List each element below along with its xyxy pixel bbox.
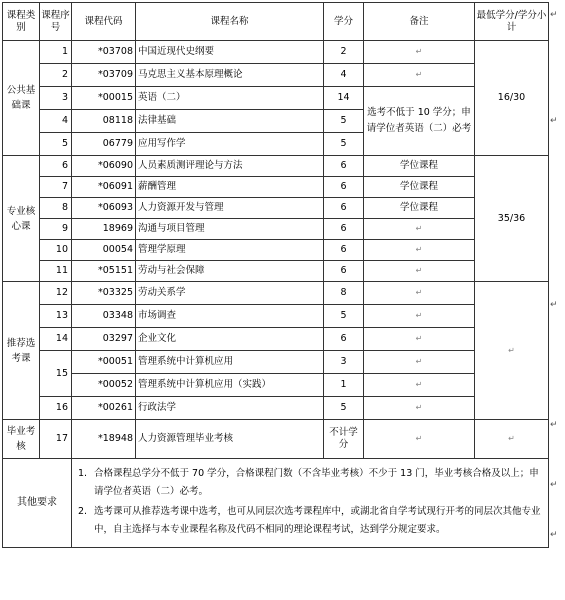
return-mark: ↵ <box>364 41 475 64</box>
table-row <box>3 177 549 198</box>
return-mark: ↵ <box>550 480 558 490</box>
row-name: 法律基础 <box>136 110 324 133</box>
group-public-label: 公共基础课 <box>3 41 40 156</box>
row-code: *00051 <box>72 351 136 374</box>
row-name: 行政法学 <box>136 397 324 420</box>
row-code: *06093 <box>72 198 136 219</box>
row-seq: 15 <box>40 351 72 397</box>
row-name: 马克思主义基本原理概论 <box>136 64 324 87</box>
curriculum-table <box>2 2 549 548</box>
requirement-text: 选考课可从推荐选考课中选考，也可从同层次选考课程库中，或湖北省自学考试现行开考的同层次其他专业中，自主选择与本专业课程名称及代码不相同的理论课程考试，达到学分规定要求。 <box>94 506 541 535</box>
row-code: 08118 <box>72 110 136 133</box>
row-credit: 6 <box>324 219 364 240</box>
row-name: 中国近现代史纲要 <box>136 41 324 64</box>
return-mark: ↵ <box>364 219 475 240</box>
return-mark: ↵ <box>364 64 475 87</box>
return-mark: ↵ <box>475 420 549 459</box>
table-row <box>3 328 549 351</box>
return-mark: ↵ <box>364 305 475 328</box>
row-seq: 17 <box>40 420 72 459</box>
row-credit: 6 <box>324 156 364 177</box>
return-mark: ↵ <box>364 261 475 282</box>
row-seq: 1 <box>40 41 72 64</box>
row-credit: 6 <box>324 240 364 261</box>
return-mark: ↵ <box>364 351 475 374</box>
table-row <box>3 219 549 240</box>
row-seq: 13 <box>40 305 72 328</box>
row-name: 管理系统中计算机应用（实践） <box>136 374 324 397</box>
group-public-note: 选考不低于 10 学分；申请学位者英语（二）必考 <box>364 87 475 156</box>
row-code: *03709 <box>72 64 136 87</box>
row-code: *06090 <box>72 156 136 177</box>
table-row <box>3 374 549 397</box>
group-recommended-label: 推荐选考课 <box>3 282 40 420</box>
row-name: 管理学原理 <box>136 240 324 261</box>
return-mark: ↵ <box>550 300 558 310</box>
table-row <box>3 261 549 282</box>
row-seq: 3 <box>40 87 72 110</box>
row-credit: 6 <box>324 198 364 219</box>
row-code: 06779 <box>72 133 136 156</box>
row-name: 薪酬管理 <box>136 177 324 198</box>
row-name: 市场调查 <box>136 305 324 328</box>
table-row <box>3 351 549 374</box>
header-min-credit: 最低学分/学分小计 <box>475 3 549 41</box>
degree-note: 学位课程 <box>364 198 475 219</box>
requirement-item <box>78 465 544 501</box>
table-row <box>3 156 549 177</box>
row-name: 劳动与社会保障 <box>136 261 324 282</box>
row-name: 英语（二） <box>136 87 324 110</box>
row-seq: 12 <box>40 282 72 305</box>
return-mark: ↵ <box>364 328 475 351</box>
row-code: *03708 <box>72 41 136 64</box>
table-row <box>3 198 549 219</box>
return-mark: ↵ <box>550 116 558 126</box>
table-row <box>3 64 549 87</box>
degree-note: 学位课程 <box>364 177 475 198</box>
row-code: *00052 <box>72 374 136 397</box>
row-seq: 10 <box>40 240 72 261</box>
header-row <box>3 3 549 41</box>
row-name: 劳动关系学 <box>136 282 324 305</box>
row-seq: 11 <box>40 261 72 282</box>
requirement-index: 2. <box>78 506 88 517</box>
row-name: 管理系统中计算机应用 <box>136 351 324 374</box>
return-mark: ↵ <box>550 420 558 430</box>
row-code: *06091 <box>72 177 136 198</box>
row-seq: 4 <box>40 110 72 133</box>
row-credit: 3 <box>324 351 364 374</box>
table-row <box>3 282 549 305</box>
group-graduation-label: 毕业考核 <box>3 420 40 459</box>
table-row <box>3 397 549 420</box>
header-note: 备注 <box>364 3 475 41</box>
return-mark: ↵ <box>364 282 475 305</box>
table-row <box>3 420 549 459</box>
row-credit: 4 <box>324 64 364 87</box>
header-category: 课程类别 <box>3 3 40 41</box>
row-seq: 9 <box>40 219 72 240</box>
table-row <box>3 240 549 261</box>
group-major-label: 专业核心课 <box>3 156 40 282</box>
requirement-index: 1. <box>78 468 88 479</box>
row-credit: 14 <box>324 87 364 110</box>
row-credit: 6 <box>324 261 364 282</box>
return-mark: ↵ <box>364 240 475 261</box>
row-credit: 6 <box>324 328 364 351</box>
row-credit: 5 <box>324 305 364 328</box>
row-code: 03348 <box>72 305 136 328</box>
row-code: 03297 <box>72 328 136 351</box>
row-credit: 不计学分 <box>324 420 364 459</box>
row-credit: 6 <box>324 177 364 198</box>
group-major-min-credit: 35/36 <box>475 156 549 282</box>
header-name: 课程名称 <box>136 3 324 41</box>
row-code: *03325 <box>72 282 136 305</box>
return-mark: ↵ <box>550 10 558 20</box>
other-requirements-row <box>3 459 549 548</box>
row-name: 人力资源开发与管理 <box>136 198 324 219</box>
row-name: 人员素质测评理论与方法 <box>136 156 324 177</box>
row-code: 18969 <box>72 219 136 240</box>
group-public-min-credit: 16/30 <box>475 41 549 156</box>
row-name: 人力资源管理毕业考核 <box>136 420 324 459</box>
row-credit: 8 <box>324 282 364 305</box>
row-code: *18948 <box>72 420 136 459</box>
row-seq: 14 <box>40 328 72 351</box>
row-name: 应用写作学 <box>136 133 324 156</box>
requirement-item <box>78 503 544 539</box>
return-mark: ↵ <box>550 530 558 540</box>
requirement-text: 合格课程总学分不低于 70 学分，合格课程门数（不含毕业考核）不少于 13 门，毕业考核合格及以上；申请学位者英语（二）必考。 <box>94 468 539 497</box>
row-credit: 1 <box>324 374 364 397</box>
other-requirements-list <box>72 459 549 548</box>
row-name: 沟通与项目管理 <box>136 219 324 240</box>
return-mark: ↵ <box>364 420 475 459</box>
other-requirements-label: 其他要求 <box>3 459 72 548</box>
group-recommended-min-credit: ↵ <box>475 282 549 420</box>
degree-note: 学位课程 <box>364 156 475 177</box>
row-credit: 5 <box>324 133 364 156</box>
row-code: *00261 <box>72 397 136 420</box>
row-seq: 7 <box>40 177 72 198</box>
row-code: 00054 <box>72 240 136 261</box>
curriculum-document <box>2 2 549 548</box>
row-seq: 8 <box>40 198 72 219</box>
header-credit: 学分 <box>324 3 364 41</box>
row-credit: 2 <box>324 41 364 64</box>
row-seq: 2 <box>40 64 72 87</box>
return-mark: ↵ <box>364 374 475 397</box>
row-seq: 5 <box>40 133 72 156</box>
row-code: *05151 <box>72 261 136 282</box>
table-row <box>3 41 549 64</box>
header-seq: 课程序号 <box>40 3 72 41</box>
row-seq: 16 <box>40 397 72 420</box>
table-row <box>3 305 549 328</box>
header-code: 课程代码 <box>72 3 136 41</box>
return-mark: ↵ <box>364 397 475 420</box>
row-seq: 6 <box>40 156 72 177</box>
row-credit: 5 <box>324 110 364 133</box>
table-row <box>3 87 549 110</box>
row-credit: 5 <box>324 397 364 420</box>
right-margin-marks <box>549 0 565 600</box>
row-name: 企业文化 <box>136 328 324 351</box>
row-code: *00015 <box>72 87 136 110</box>
